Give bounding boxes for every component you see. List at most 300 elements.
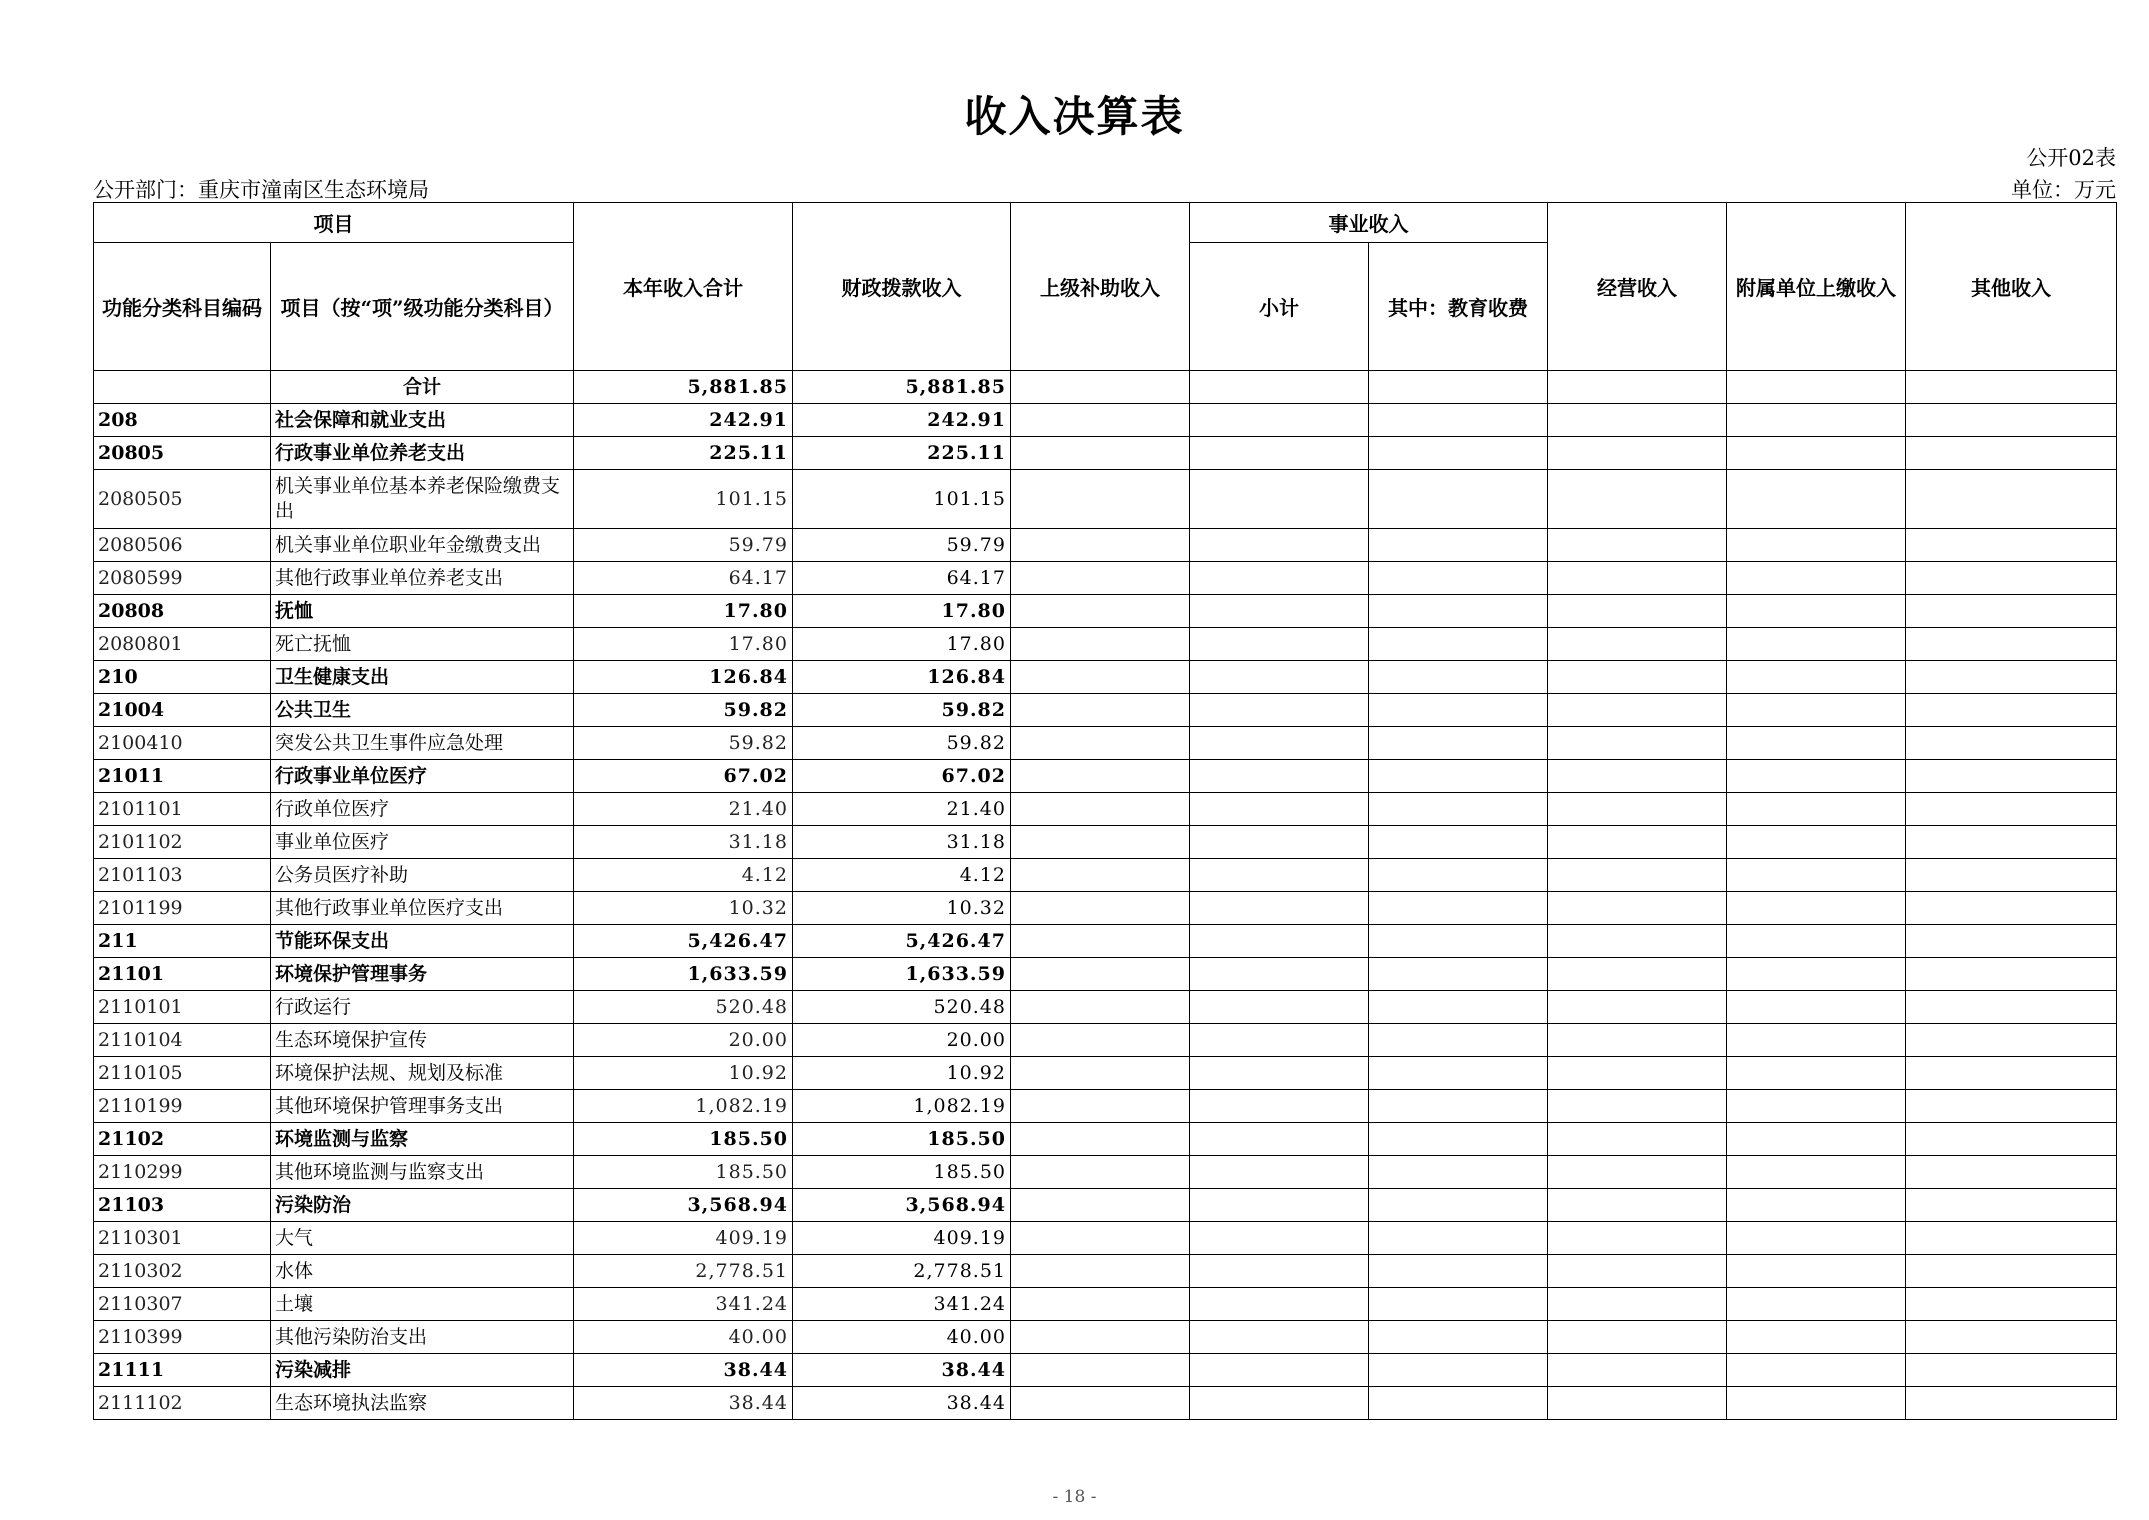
header-code: 功能分类科目编码 — [94, 243, 271, 371]
table-row — [94, 562, 2117, 595]
cell-name: 合计 — [271, 371, 574, 404]
cell-superior — [1011, 1189, 1190, 1222]
cell-code: 2110101 — [94, 991, 271, 1024]
cell-subtotal — [1190, 1387, 1369, 1420]
cell-affiliated — [1727, 826, 1906, 859]
cell-superior — [1011, 1255, 1190, 1288]
cell-total: 5,426.47 — [574, 925, 793, 958]
cell-fiscal: 38.44 — [793, 1354, 1011, 1387]
cell-name: 污染防治 — [271, 1189, 574, 1222]
cell-subtotal — [1190, 1189, 1369, 1222]
cell-other — [1906, 661, 2117, 694]
page-title: 收入决算表 — [964, 92, 1185, 141]
cell-subtotal — [1190, 661, 1369, 694]
cell-total: 242.91 — [574, 404, 793, 437]
cell-education — [1369, 1189, 1548, 1222]
cell-operating — [1548, 1057, 1727, 1090]
cell-education — [1369, 470, 1548, 529]
cell-other — [1906, 437, 2117, 470]
cell-other — [1906, 371, 2117, 404]
cell-name: 水体 — [271, 1255, 574, 1288]
cell-code: 20805 — [94, 437, 271, 470]
cell-operating — [1548, 793, 1727, 826]
cell-name: 公务员医疗补助 — [271, 859, 574, 892]
cell-other — [1906, 1321, 2117, 1354]
cell-education — [1369, 793, 1548, 826]
cell-other — [1906, 562, 2117, 595]
cell-subtotal — [1190, 562, 1369, 595]
cell-fiscal: 17.80 — [793, 628, 1011, 661]
cell-operating — [1548, 529, 1727, 562]
table-row — [94, 1156, 2117, 1189]
cell-fiscal: 17.80 — [793, 595, 1011, 628]
cell-operating — [1548, 1255, 1727, 1288]
cell-total: 5,881.85 — [574, 371, 793, 404]
header-business-group: 事业收入 — [1190, 203, 1548, 243]
cell-total: 341.24 — [574, 1288, 793, 1321]
cell-education — [1369, 826, 1548, 859]
cell-other — [1906, 404, 2117, 437]
cell-subtotal — [1190, 1222, 1369, 1255]
cell-operating — [1548, 1024, 1727, 1057]
cell-education — [1369, 1288, 1548, 1321]
cell-operating — [1548, 1156, 1727, 1189]
cell-total: 38.44 — [574, 1387, 793, 1420]
cell-superior — [1011, 925, 1190, 958]
cell-name: 死亡抚恤 — [271, 628, 574, 661]
cell-affiliated — [1727, 595, 1906, 628]
cell-other — [1906, 595, 2117, 628]
cell-operating — [1548, 1288, 1727, 1321]
cell-total: 185.50 — [574, 1156, 793, 1189]
header-affiliated: 附属单位上缴收入 — [1727, 203, 1906, 371]
department-label: 公开部门：重庆市潼南区生态环境局 — [93, 178, 429, 202]
cell-name: 公共卫生 — [271, 694, 574, 727]
cell-subtotal — [1190, 1156, 1369, 1189]
cell-total: 40.00 — [574, 1321, 793, 1354]
cell-fiscal: 59.82 — [793, 694, 1011, 727]
table-row — [94, 958, 2117, 991]
cell-fiscal: 520.48 — [793, 991, 1011, 1024]
cell-total: 59.79 — [574, 529, 793, 562]
cell-other — [1906, 892, 2117, 925]
cell-education — [1369, 1156, 1548, 1189]
cell-superior — [1011, 727, 1190, 760]
cell-code: 2110104 — [94, 1024, 271, 1057]
cell-superior — [1011, 1387, 1190, 1420]
table-row — [94, 892, 2117, 925]
table-row — [94, 1288, 2117, 1321]
cell-superior — [1011, 1123, 1190, 1156]
cell-fiscal: 4.12 — [793, 859, 1011, 892]
cell-name: 行政单位医疗 — [271, 793, 574, 826]
header-fiscal: 财政拨款收入 — [793, 203, 1011, 371]
cell-other — [1906, 1354, 2117, 1387]
cell-other — [1906, 991, 2117, 1024]
header-operating: 经营收入 — [1548, 203, 1727, 371]
cell-subtotal — [1190, 1024, 1369, 1057]
cell-other — [1906, 1387, 2117, 1420]
unit-label: 单位：万元 — [2011, 178, 2116, 202]
cell-education — [1369, 991, 1548, 1024]
cell-superior — [1011, 371, 1190, 404]
cell-name: 大气 — [271, 1222, 574, 1255]
cell-superior — [1011, 991, 1190, 1024]
cell-subtotal — [1190, 1354, 1369, 1387]
cell-total: 101.15 — [574, 470, 793, 529]
cell-superior — [1011, 1090, 1190, 1123]
cell-code: 21011 — [94, 760, 271, 793]
cell-subtotal — [1190, 793, 1369, 826]
cell-education — [1369, 437, 1548, 470]
cell-superior — [1011, 793, 1190, 826]
cell-total: 10.32 — [574, 892, 793, 925]
cell-education — [1369, 1222, 1548, 1255]
cell-total: 67.02 — [574, 760, 793, 793]
header-education: 其中：教育收费 — [1369, 243, 1548, 371]
table-row — [94, 628, 2117, 661]
cell-subtotal — [1190, 859, 1369, 892]
table-row — [94, 1090, 2117, 1123]
cell-total: 17.80 — [574, 595, 793, 628]
cell-subtotal — [1190, 1123, 1369, 1156]
cell-fiscal: 341.24 — [793, 1288, 1011, 1321]
table-row — [94, 595, 2117, 628]
cell-other — [1906, 1090, 2117, 1123]
cell-affiliated — [1727, 859, 1906, 892]
cell-name: 行政事业单位医疗 — [271, 760, 574, 793]
table-row — [94, 1189, 2117, 1222]
table-row — [94, 1321, 2117, 1354]
cell-operating — [1548, 1387, 1727, 1420]
cell-affiliated — [1727, 925, 1906, 958]
cell-total: 225.11 — [574, 437, 793, 470]
cell-affiliated — [1727, 1321, 1906, 1354]
cell-superior — [1011, 404, 1190, 437]
cell-total: 185.50 — [574, 1123, 793, 1156]
cell-superior — [1011, 628, 1190, 661]
table-row — [94, 727, 2117, 760]
cell-other — [1906, 1189, 2117, 1222]
table-row — [94, 760, 2117, 793]
cell-operating — [1548, 628, 1727, 661]
table-body — [94, 371, 2117, 1420]
cell-affiliated — [1727, 1255, 1906, 1288]
cell-name: 行政运行 — [271, 991, 574, 1024]
cell-superior — [1011, 694, 1190, 727]
cell-fiscal: 67.02 — [793, 760, 1011, 793]
cell-operating — [1548, 991, 1727, 1024]
cell-superior — [1011, 562, 1190, 595]
cell-education — [1369, 1255, 1548, 1288]
cell-subtotal — [1190, 437, 1369, 470]
cell-name: 土壤 — [271, 1288, 574, 1321]
cell-education — [1369, 529, 1548, 562]
table-row — [94, 529, 2117, 562]
cell-education — [1369, 958, 1548, 991]
cell-other — [1906, 1156, 2117, 1189]
cell-superior — [1011, 437, 1190, 470]
header-name: 项目（按“项”级功能分类科目） — [271, 243, 574, 371]
cell-subtotal — [1190, 1255, 1369, 1288]
cell-name: 机关事业单位职业年金缴费支出 — [271, 529, 574, 562]
cell-education — [1369, 694, 1548, 727]
cell-operating — [1548, 1222, 1727, 1255]
cell-other — [1906, 470, 2117, 529]
cell-other — [1906, 628, 2117, 661]
cell-total: 38.44 — [574, 1354, 793, 1387]
table-row — [94, 1057, 2117, 1090]
header-item-group: 项目 — [94, 203, 574, 243]
cell-subtotal — [1190, 404, 1369, 437]
cell-total: 31.18 — [574, 826, 793, 859]
cell-education — [1369, 1090, 1548, 1123]
header-subtotal: 小计 — [1190, 243, 1369, 371]
cell-name: 环境保护管理事务 — [271, 958, 574, 991]
cell-total: 1,633.59 — [574, 958, 793, 991]
cell-superior — [1011, 958, 1190, 991]
table-row — [94, 1024, 2117, 1057]
cell-operating — [1548, 694, 1727, 727]
cell-code: 210 — [94, 661, 271, 694]
cell-superior — [1011, 859, 1190, 892]
cell-superior — [1011, 470, 1190, 529]
table-row — [94, 1354, 2117, 1387]
cell-operating — [1548, 1321, 1727, 1354]
cell-code: 2101102 — [94, 826, 271, 859]
cell-education — [1369, 371, 1548, 404]
cell-operating — [1548, 595, 1727, 628]
cell-affiliated — [1727, 1354, 1906, 1387]
cell-subtotal — [1190, 1057, 1369, 1090]
cell-total: 1,082.19 — [574, 1090, 793, 1123]
cell-name: 生态环境保护宣传 — [271, 1024, 574, 1057]
cell-code: 2110301 — [94, 1222, 271, 1255]
cell-code: 2080506 — [94, 529, 271, 562]
cell-affiliated — [1727, 1123, 1906, 1156]
cell-other — [1906, 859, 2117, 892]
table-row — [94, 1123, 2117, 1156]
cell-affiliated — [1727, 892, 1906, 925]
cell-total: 520.48 — [574, 991, 793, 1024]
cell-subtotal — [1190, 958, 1369, 991]
cell-name: 环境保护法规、规划及标准 — [271, 1057, 574, 1090]
cell-education — [1369, 760, 1548, 793]
cell-name: 其他行政事业单位养老支出 — [271, 562, 574, 595]
cell-name: 突发公共卫生事件应急处理 — [271, 727, 574, 760]
table-row — [94, 925, 2117, 958]
cell-education — [1369, 1024, 1548, 1057]
cell-code: 2110307 — [94, 1288, 271, 1321]
cell-superior — [1011, 760, 1190, 793]
cell-superior — [1011, 1024, 1190, 1057]
cell-total: 21.40 — [574, 793, 793, 826]
cell-education — [1369, 859, 1548, 892]
cell-operating — [1548, 404, 1727, 437]
cell-education — [1369, 1057, 1548, 1090]
cell-affiliated — [1727, 958, 1906, 991]
cell-subtotal — [1190, 1321, 1369, 1354]
cell-code: 2080599 — [94, 562, 271, 595]
cell-fiscal: 38.44 — [793, 1387, 1011, 1420]
cell-operating — [1548, 826, 1727, 859]
cell-code: 2101103 — [94, 859, 271, 892]
cell-operating — [1548, 892, 1727, 925]
cell-operating — [1548, 1354, 1727, 1387]
cell-fiscal: 185.50 — [793, 1156, 1011, 1189]
cell-affiliated — [1727, 1090, 1906, 1123]
cell-superior — [1011, 1156, 1190, 1189]
cell-code: 2101101 — [94, 793, 271, 826]
cell-superior — [1011, 1288, 1190, 1321]
cell-affiliated — [1727, 1387, 1906, 1420]
table-row — [94, 1387, 2117, 1420]
cell-fiscal: 5,426.47 — [793, 925, 1011, 958]
cell-affiliated — [1727, 1288, 1906, 1321]
cell-total: 20.00 — [574, 1024, 793, 1057]
cell-subtotal — [1190, 529, 1369, 562]
cell-other — [1906, 694, 2117, 727]
cell-other — [1906, 1123, 2117, 1156]
cell-other — [1906, 793, 2117, 826]
cell-total: 2,778.51 — [574, 1255, 793, 1288]
cell-fiscal: 40.00 — [793, 1321, 1011, 1354]
cell-subtotal — [1190, 991, 1369, 1024]
cell-fiscal: 225.11 — [793, 437, 1011, 470]
cell-affiliated — [1727, 1057, 1906, 1090]
cell-fiscal: 2,778.51 — [793, 1255, 1011, 1288]
cell-fiscal: 5,881.85 — [793, 371, 1011, 404]
cell-education — [1369, 925, 1548, 958]
cell-operating — [1548, 1123, 1727, 1156]
table-row — [94, 404, 2117, 437]
cell-code: 2080801 — [94, 628, 271, 661]
table-row — [94, 859, 2117, 892]
cell-operating — [1548, 760, 1727, 793]
cell-operating — [1548, 562, 1727, 595]
cell-affiliated — [1727, 694, 1906, 727]
table-row — [94, 437, 2117, 470]
cell-name: 社会保障和就业支出 — [271, 404, 574, 437]
cell-affiliated — [1727, 1189, 1906, 1222]
cell-code: 2110399 — [94, 1321, 271, 1354]
cell-affiliated — [1727, 760, 1906, 793]
table-row — [94, 793, 2117, 826]
cell-affiliated — [1727, 628, 1906, 661]
cell-fiscal: 126.84 — [793, 661, 1011, 694]
cell-education — [1369, 661, 1548, 694]
header-total: 本年收入合计 — [574, 203, 793, 371]
table-row — [94, 991, 2117, 1024]
cell-operating — [1548, 1189, 1727, 1222]
cell-superior — [1011, 1222, 1190, 1255]
cell-subtotal — [1190, 470, 1369, 529]
income-table — [93, 202, 2117, 1420]
cell-education — [1369, 727, 1548, 760]
cell-name: 节能环保支出 — [271, 925, 574, 958]
cell-operating — [1548, 727, 1727, 760]
cell-total: 10.92 — [574, 1057, 793, 1090]
table-row — [94, 1222, 2117, 1255]
cell-superior — [1011, 529, 1190, 562]
cell-fiscal: 3,568.94 — [793, 1189, 1011, 1222]
cell-code: 2101199 — [94, 892, 271, 925]
table-row — [94, 694, 2117, 727]
cell-subtotal — [1190, 727, 1369, 760]
cell-affiliated — [1727, 991, 1906, 1024]
cell-operating — [1548, 859, 1727, 892]
form-number: 公开02表 — [2026, 146, 2116, 170]
cell-code: 2110299 — [94, 1156, 271, 1189]
cell-operating — [1548, 371, 1727, 404]
cell-operating — [1548, 925, 1727, 958]
cell-fiscal: 409.19 — [793, 1222, 1011, 1255]
cell-code: 21004 — [94, 694, 271, 727]
cell-other — [1906, 529, 2117, 562]
cell-total: 409.19 — [574, 1222, 793, 1255]
cell-name: 其他环境保护管理事务支出 — [271, 1090, 574, 1123]
cell-education — [1369, 1354, 1548, 1387]
cell-education — [1369, 404, 1548, 437]
total-row — [94, 371, 2117, 404]
cell-total: 126.84 — [574, 661, 793, 694]
cell-affiliated — [1727, 529, 1906, 562]
cell-education — [1369, 595, 1548, 628]
cell-affiliated — [1727, 1156, 1906, 1189]
cell-code: 21103 — [94, 1189, 271, 1222]
cell-other — [1906, 1255, 2117, 1288]
cell-code: 208 — [94, 404, 271, 437]
cell-other — [1906, 826, 2117, 859]
cell-code: 2080505 — [94, 470, 271, 529]
cell-code: 21101 — [94, 958, 271, 991]
cell-education — [1369, 628, 1548, 661]
cell-fiscal: 20.00 — [793, 1024, 1011, 1057]
cell-superior — [1011, 661, 1190, 694]
cell-total: 59.82 — [574, 694, 793, 727]
cell-other — [1906, 727, 2117, 760]
cell-operating — [1548, 470, 1727, 529]
cell-subtotal — [1190, 371, 1369, 404]
cell-education — [1369, 1123, 1548, 1156]
cell-code: 2110105 — [94, 1057, 271, 1090]
cell-fiscal: 101.15 — [793, 470, 1011, 529]
cell-superior — [1011, 1057, 1190, 1090]
cell-subtotal — [1190, 925, 1369, 958]
cell-education — [1369, 562, 1548, 595]
cell-code: 2100410 — [94, 727, 271, 760]
cell-education — [1369, 1321, 1548, 1354]
cell-total: 59.82 — [574, 727, 793, 760]
cell-superior — [1011, 892, 1190, 925]
header-other: 其他收入 — [1906, 203, 2117, 371]
cell-affiliated — [1727, 437, 1906, 470]
cell-total: 64.17 — [574, 562, 793, 595]
cell-operating — [1548, 661, 1727, 694]
cell-name: 事业单位医疗 — [271, 826, 574, 859]
cell-code: 20808 — [94, 595, 271, 628]
cell-affiliated — [1727, 1024, 1906, 1057]
cell-other — [1906, 760, 2117, 793]
cell-superior — [1011, 1321, 1190, 1354]
cell-operating — [1548, 1090, 1727, 1123]
cell-other — [1906, 1024, 2117, 1057]
cell-affiliated — [1727, 404, 1906, 437]
header-superior: 上级补助收入 — [1011, 203, 1190, 371]
cell-total: 3,568.94 — [574, 1189, 793, 1222]
cell-other — [1906, 1288, 2117, 1321]
cell-name: 其他行政事业单位医疗支出 — [271, 892, 574, 925]
